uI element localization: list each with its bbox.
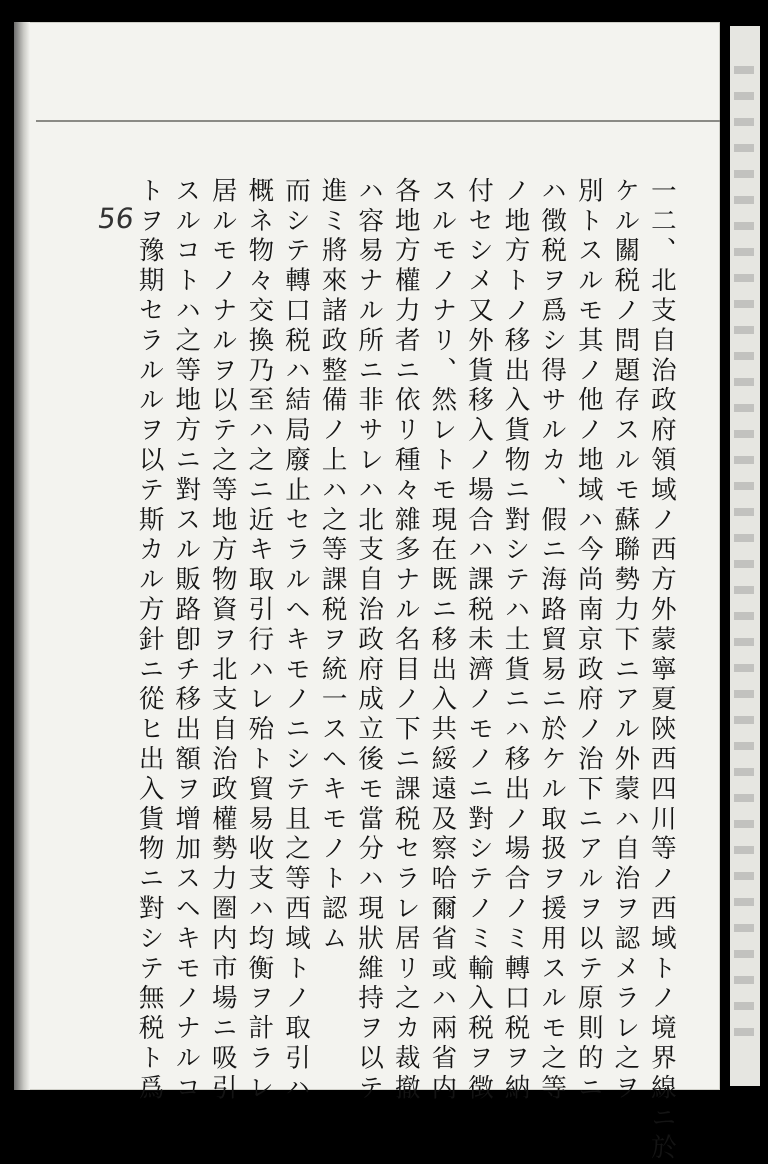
top-rule — [36, 120, 720, 122]
page-number: 56 — [95, 202, 136, 235]
adjacent-page-edge — [730, 26, 760, 1086]
body-paragraph: 一二、北支自治政府領域ノ西方外蒙寧夏陝西四川等ノ西域トノ境界線ニ於 ケル關税ノ問題存スルモ蘇聯勢力下ニアル外蒙ハ自治ヲ認メラレ之ヲ 別トスルモ其ノ他ノ地域ハ今尚南京政府ノ治下ニアルヲ以テ原則的ニ ハ徴税ヲ爲シ得サルカ、假ニ海路貿易ニ於ケル取扱ヲ援用スルモ之等 ノ地方トノ移出入貨物ニ對シテハ土貨ニハ移出ノ場合ノミ轉口税ヲ納 付セシメ又外貨移入ノ場合ハ課税未濟ノモノニ對シテノミ輸入税ヲ徴 スルモノナリ、然レトモ現在既ニ移出入共綏遠及察哈爾省或ハ兩省内 各地方權力者ニ依リ種々雜多ナル名目ノ下ニ課税セラレ居リ之カ裁撤 ハ容易ナル所ニ非サレハ北支自治政府成立後モ當分ハ現狀維持ヲ以テ 進ミ將來諸政整備ノ上ハ之等課税ヲ統一スヘキモノト認ム 而シテ轉口税ハ結局廢止セラルヘキモノニシテ且之等西域トノ取引ハ 概ネ物々交換乃至ハ之ニ近キ取引行ハレ殆ト貿易收支ハ均衡ヲ計ラレ 居ルモノナルヲ以テ之等地方物資ヲ北支自治政權勢力圏内市場ニ吸引 スルコトハ之等地方ニ對スル販路卽チ移出額ヲ增加スヘキモノナルコ トヲ豫期セラルルヲ以テ斯カル方針ニ從ヒ出入貨物ニ對シテ無税ト爲 — [133, 177, 675, 1164]
document-page — [14, 22, 720, 1164]
